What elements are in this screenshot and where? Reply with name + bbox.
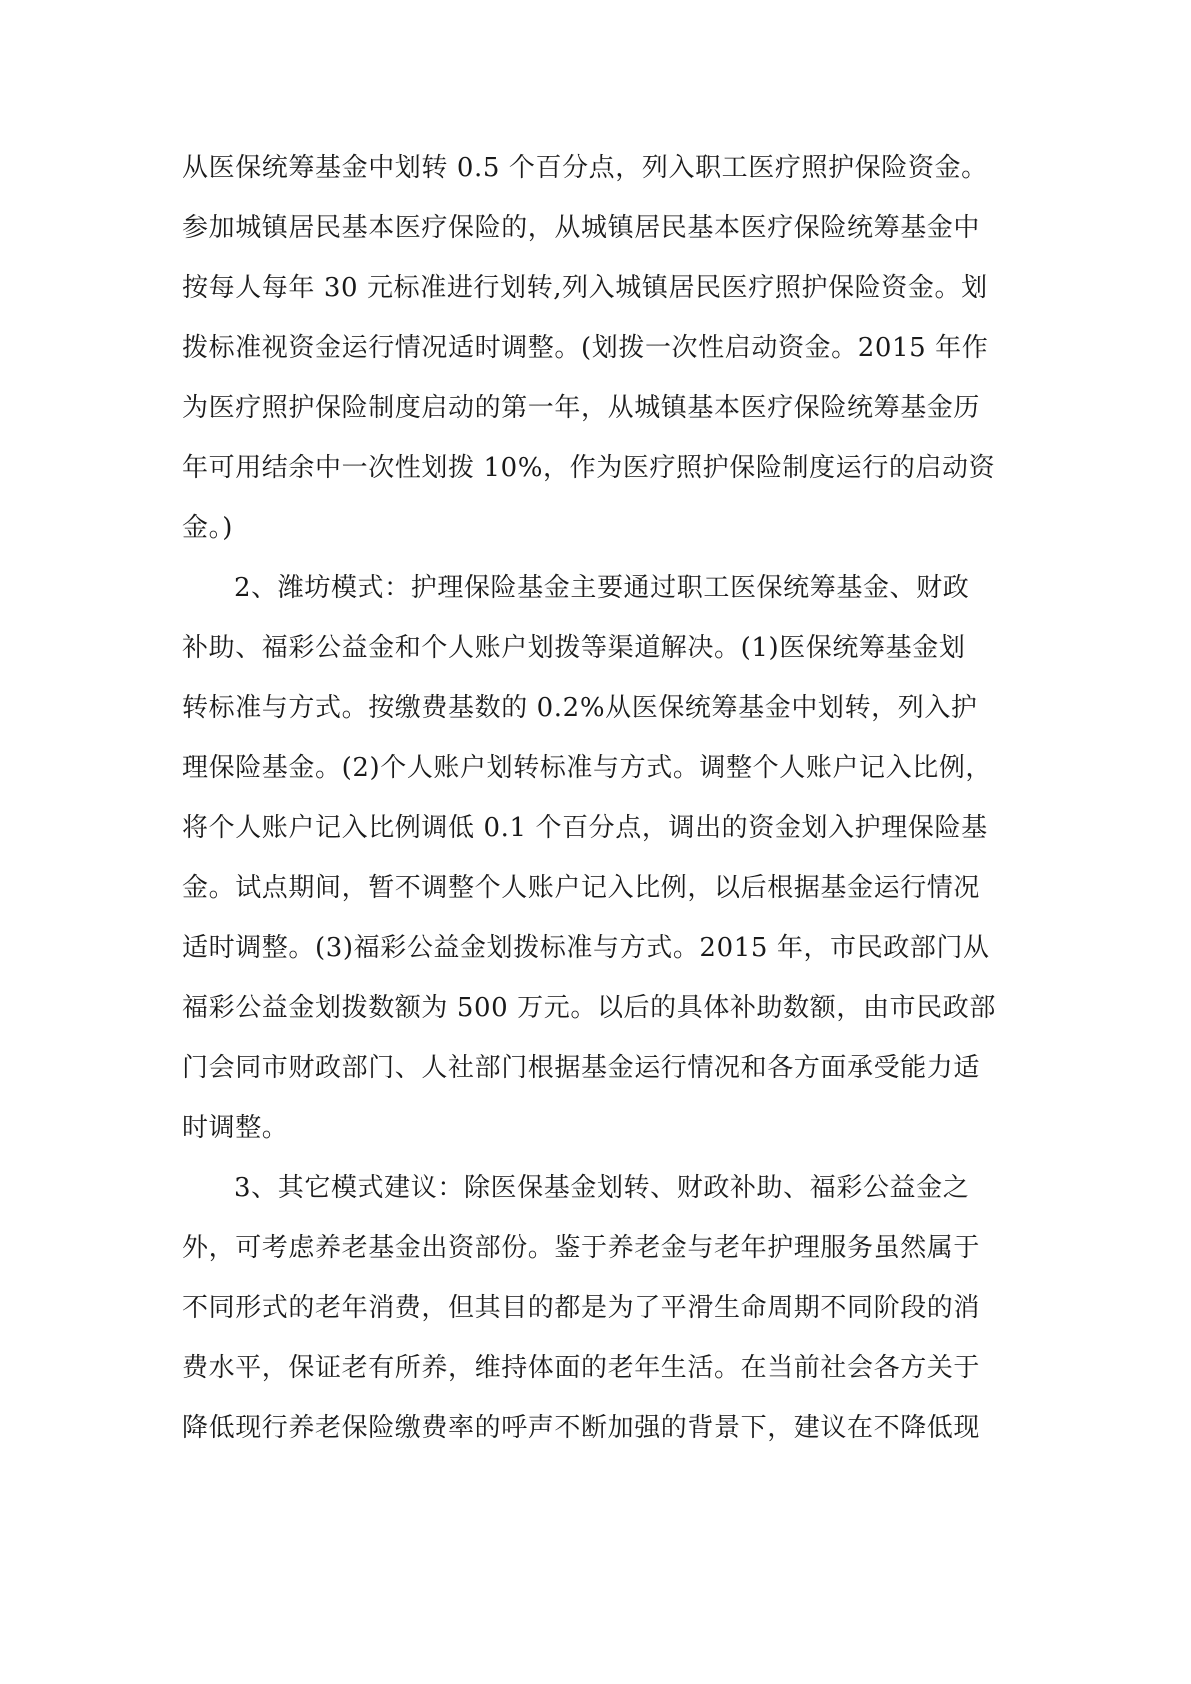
body-text xyxy=(182,138,1014,1458)
text-line: 门会同市财政部门、人社部门根据基金运行情况和各方面承受能力适 xyxy=(182,1053,981,1083)
text-line: 适时调整。(3)福彩公益金划拨标准与方式。2015 年，市民政部门从 xyxy=(182,933,990,963)
text-line: 时调整。 xyxy=(182,1113,289,1143)
text-line: 理保险基金。(2)个人账户划转标准与方式。调整个人账户记入比例， xyxy=(182,753,993,783)
paragraph-start-line: 3、其它模式建议：除医保基金划转、财政补助、福彩公益金之 xyxy=(234,1173,970,1203)
text-line: 将个人账户记入比例调低 0.1 个百分点，调出的资金划入护理保险基 xyxy=(182,813,988,843)
text-line: 补助、福彩公益金和个人账户划拨等渠道解决。(1)医保统筹基金划 xyxy=(182,633,966,663)
text-line: 外，可考虑养老基金出资部份。鉴于养老金与老年护理服务虽然属于 xyxy=(182,1233,981,1263)
text-line: 按每人每年 30 元标准进行划转,列入城镇居民医疗照护保险资金。划 xyxy=(182,273,988,303)
text-line: 拨标准视资金运行情况适时调整。(划拨一次性启动资金。2015 年作 xyxy=(182,333,989,363)
text-line: 参加城镇居民基本医疗保险的，从城镇居民基本医疗保险统筹基金中 xyxy=(182,213,981,243)
paragraph-start-line: 2、潍坊模式：护理保险基金主要通过职工医保统筹基金、财政 xyxy=(234,573,970,603)
text-line: 年可用结余中一次性划拨 10%，作为医疗照护保险制度运行的启动资 xyxy=(182,453,996,483)
text-line: 费水平，保证老有所养，维持体面的老年生活。在当前社会各方关于 xyxy=(182,1353,981,1383)
text-line: 金。试点期间，暂不调整个人账户记入比例，以后根据基金运行情况 xyxy=(182,873,981,903)
text-line: 降低现行养老保险缴费率的呼声不断加强的背景下，建议在不降低现 xyxy=(182,1413,981,1443)
text-line: 从医保统筹基金中划转 0.5 个百分点，列入职工医疗照护保险资金。 xyxy=(182,153,988,183)
text-line: 福彩公益金划拨数额为 500 万元。以后的具体补助数额，由市民政部 xyxy=(182,993,996,1023)
text-line: 不同形式的老年消费，但其目的都是为了平滑生命周期不同阶段的消 xyxy=(182,1293,981,1323)
text-line: 转标准与方式。按缴费基数的 0.2%从医保统筹基金中划转，列入护 xyxy=(182,693,978,723)
text-line: 金。) xyxy=(182,513,233,543)
text-line: 为医疗照护保险制度启动的第一年，从城镇基本医疗保险统筹基金历 xyxy=(182,393,981,423)
